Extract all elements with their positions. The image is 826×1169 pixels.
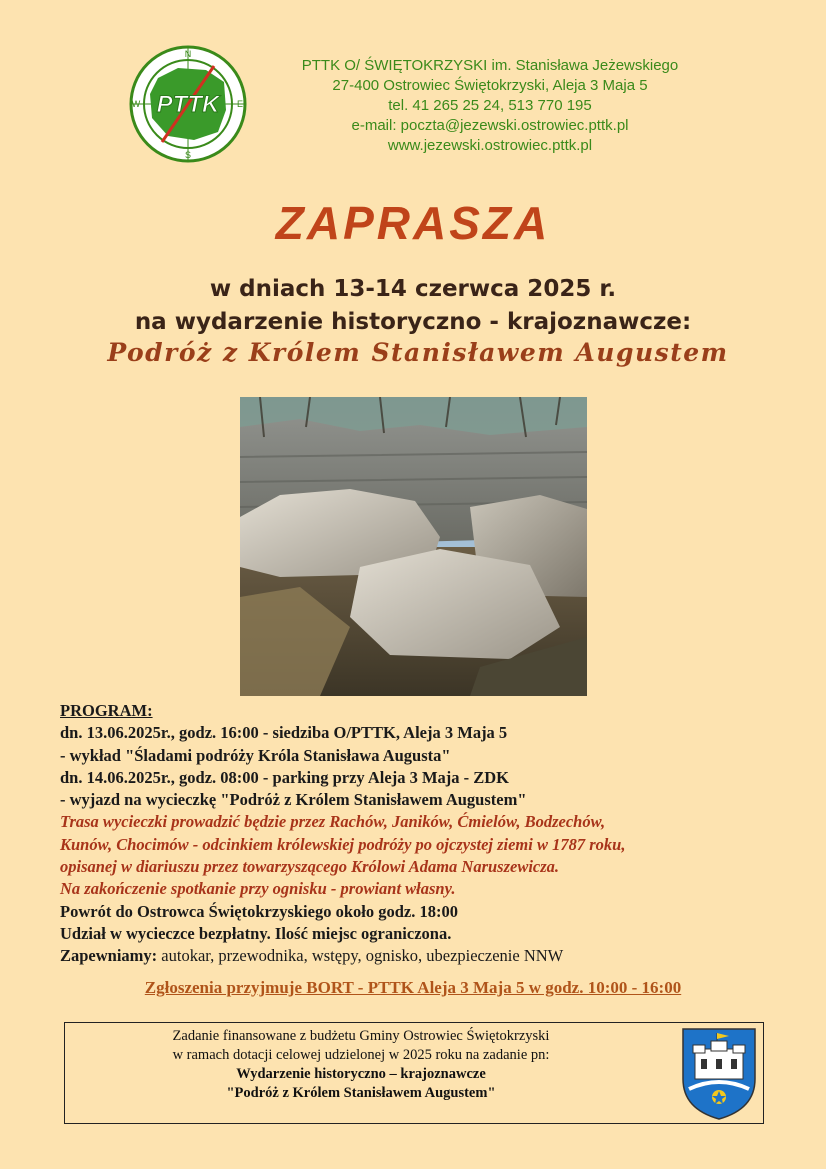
org-phone: tel. 41 265 25 24, 513 770 195 [388,97,592,114]
participation-info: Udział w wycieczce bezpłatny. Ilość miejsc ograniczona. [60,923,452,943]
rock-photo [240,397,587,696]
program-section [60,700,780,968]
org-email-link[interactable]: e-mail: poczta@jezewski.ostrowiec.pttk.pl [351,117,629,134]
return-info: Powrót do Ostrowca Świętokrzyskiego około godz. 18:00 [60,901,458,921]
route-line-2: Kunów, Chocimów - odcinkiem królewskiej podróży po ojczystej ziemi w 1787 roku, [60,834,626,854]
program-line-4: - wyjazd na wycieczkę "Podróż z Królem Stanisławem Augustem" [60,790,527,810]
program-heading: PROGRAM: [60,701,153,720]
event-name: Podróż z Królem Stanisławem Augustem [107,338,729,367]
program-line-3: dn. 14.06.2025r., godz. 08:00 - parking przy Aleja 3 Maja - ZDK [60,767,510,787]
logo-text: PTTK [156,91,220,118]
funding-text [65,1027,657,1103]
funding-line-3: Wydarzenie historyczno – krajoznawcze [236,1066,486,1082]
compass-n: N [184,49,192,59]
route-line-4: Na zakończenie spotkanie przy ognisku - prowiant własny. [60,879,456,899]
event-dates: w dniach 13-14 czerwca 2025 r. [209,276,617,302]
program-line-2: - wykład "Śladami podróży Króla Stanisława Augusta" [60,745,451,765]
funding-box [64,1022,764,1124]
program-line-1: dn. 13.06.2025r., godz. 16:00 - siedziba O/PTTK, Aleja 3 Maja 5 [60,723,508,743]
org-name: PTTK O/ ŚWIĘTOKRZYSKI im. Stanisława Jeżewskiego [301,57,679,74]
header-contact [270,56,710,156]
funding-line-4: "Podróż z Królem Stanisławem Augustem" [226,1085,496,1101]
funding-line-2: w ramach dotacji celowej udzielonej w 2025 roku na zadanie pn: [172,1047,550,1063]
route-line-3: opisanej w diariuszu przez towarzyszącego Królowi Adama Naruszewicza. [60,857,560,877]
coat-of-arms-icon [679,1025,759,1121]
page-title: ZAPRASZA [275,197,551,249]
compass-e: E [236,99,244,109]
event-type: na wydarzenie historyczno - krajoznawcze: [134,309,692,335]
registration-info: Zgłoszenia przyjmuje BORT - PTTK Aleja 3 Maja 5 w godz. 10:00 - 16:00 [144,978,682,997]
provided-services [60,945,780,967]
pttk-logo [128,44,248,164]
route-line-1: Trasa wycieczki prowadzić będzie przez Rachów, Janików, Ćmielów, Bodzechów, [60,812,606,832]
org-website-link[interactable]: www.jezewski.ostrowiec.pttk.pl [387,137,593,154]
org-address: 27-400 Ostrowiec Świętokrzyski, Aleja 3 Maja 5 [332,77,648,94]
provided-text: autokar, przewodnika, wstępy, ognisko, ubezpieczenie NNW [157,946,564,966]
compass-s: S [184,150,192,160]
funding-line-1: Zadanie finansowane z budżetu Gminy Ostrowiec Świętokrzyski [172,1028,550,1044]
provided-label: Zapewniamy: [60,946,158,966]
compass-w: W [131,99,141,109]
